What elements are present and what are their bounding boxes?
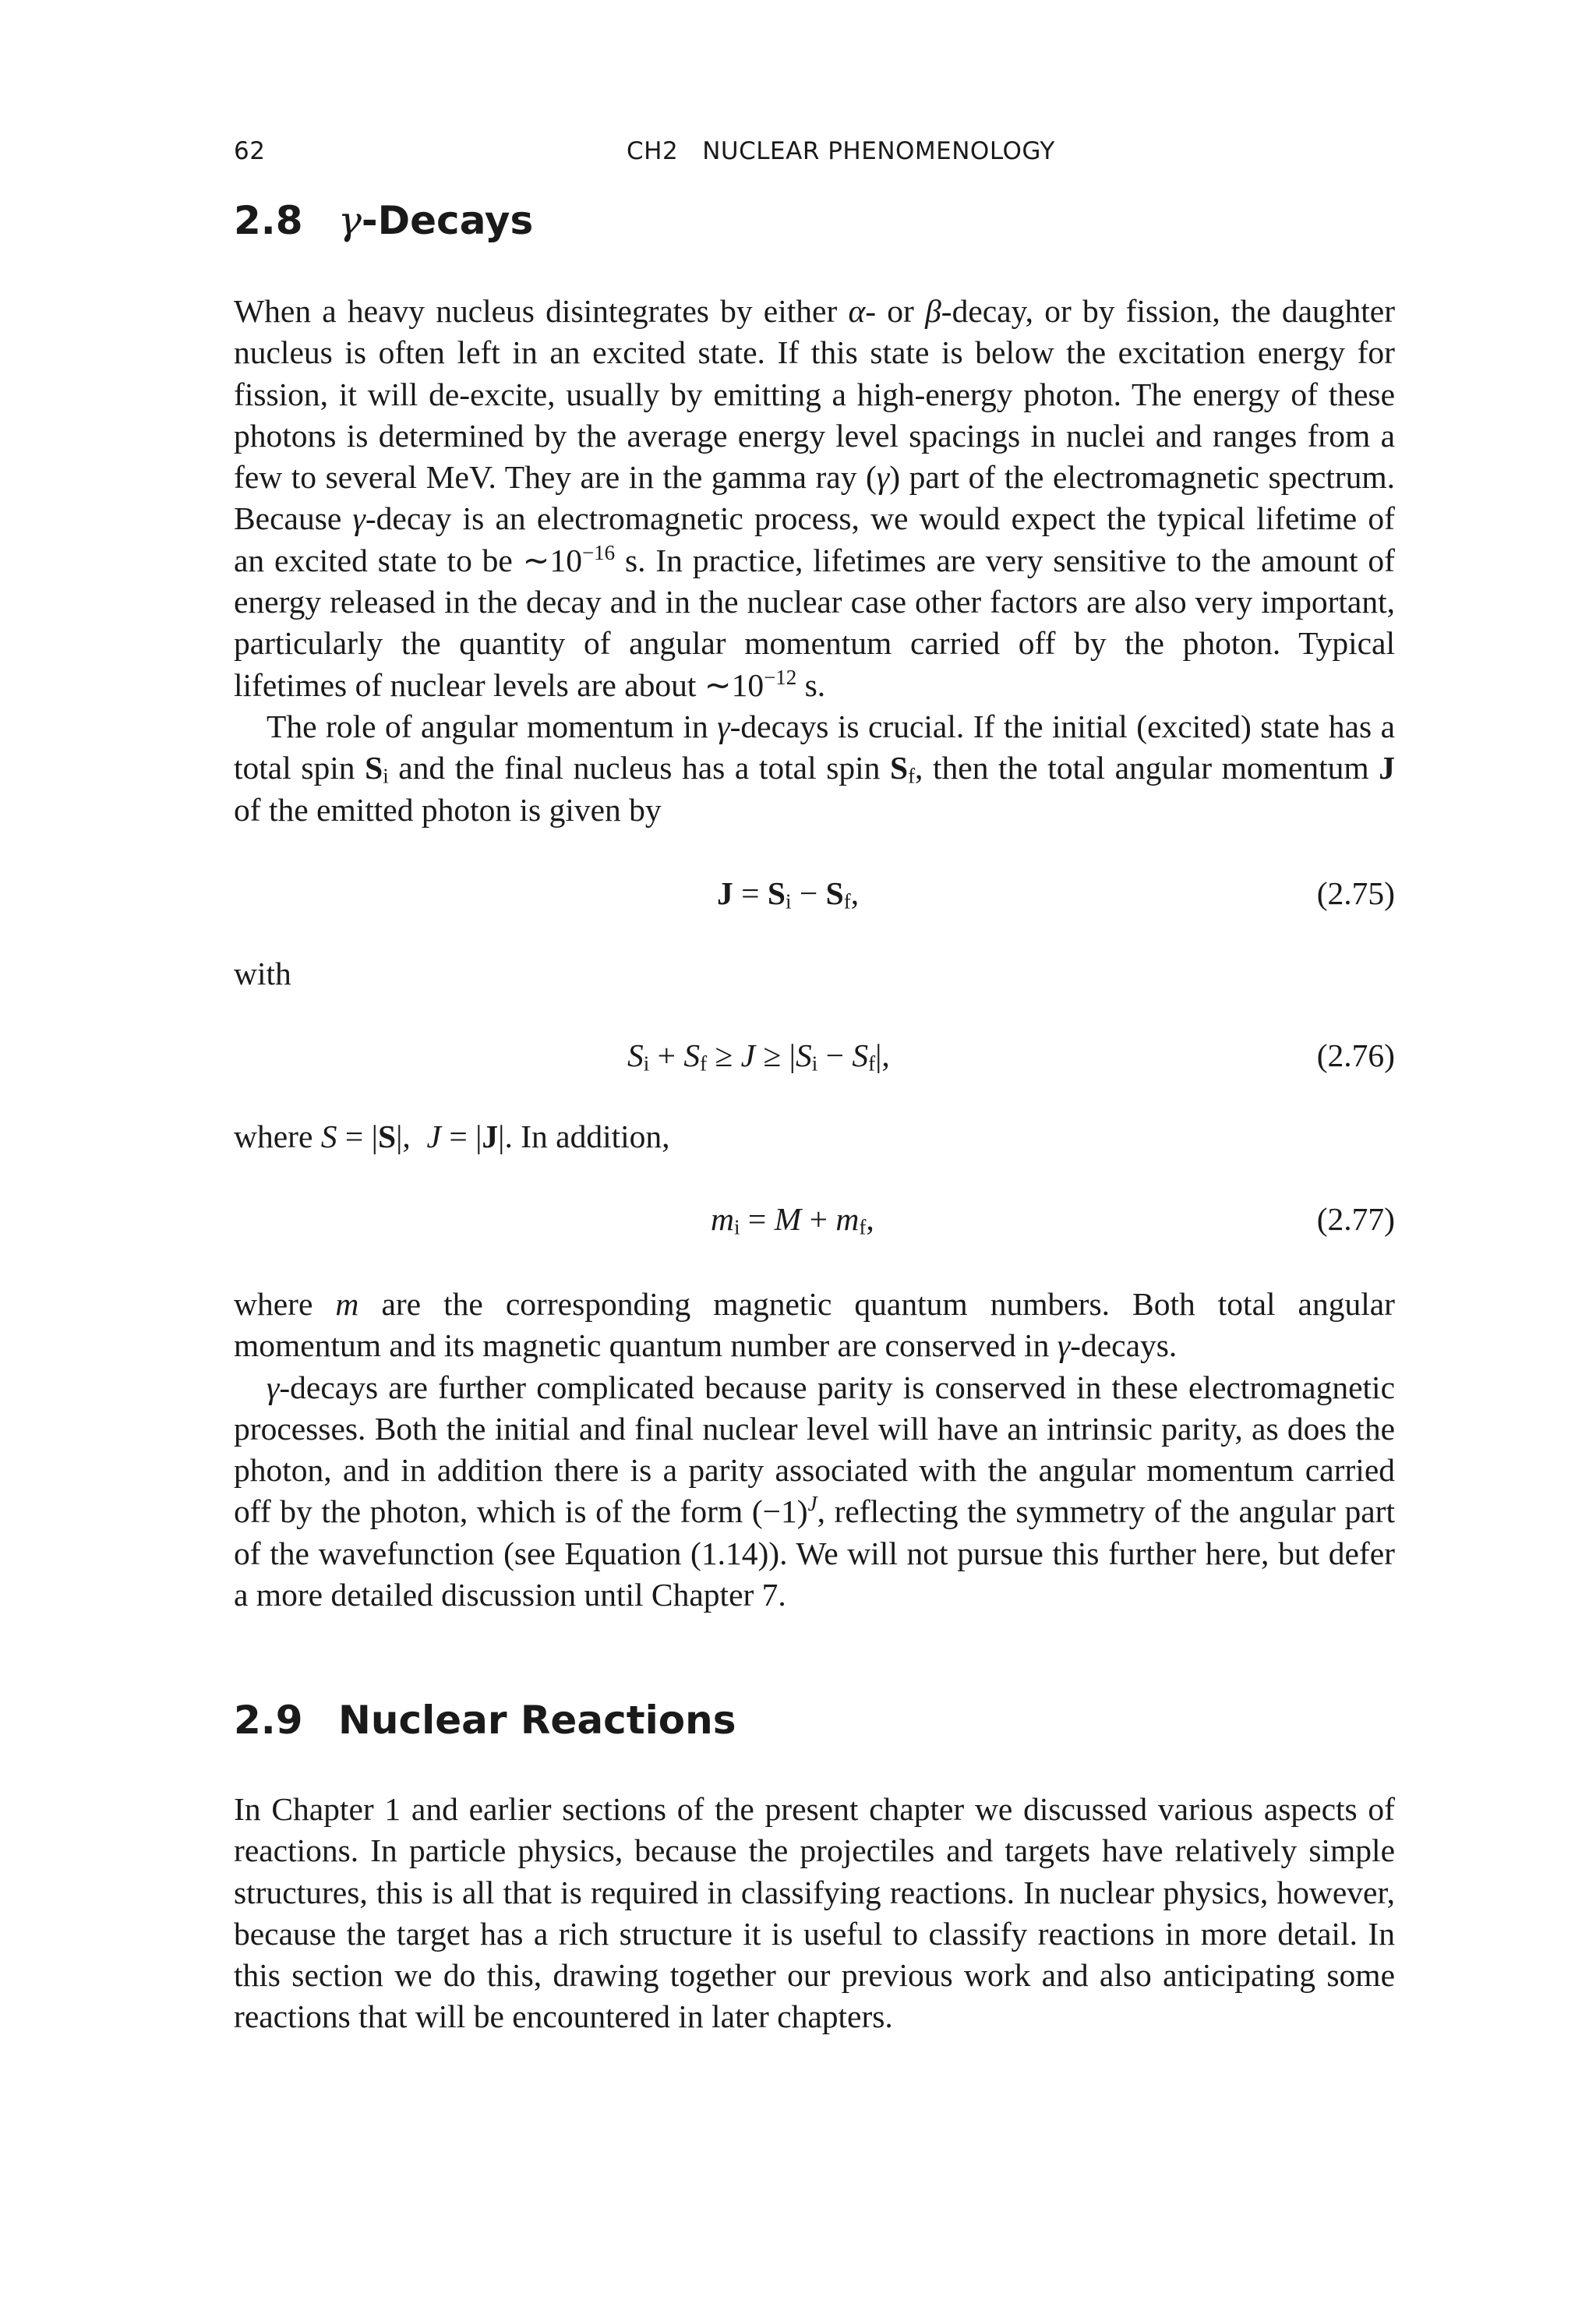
equation-number: (2.76) [1316,1037,1395,1073]
page-number: 62 [234,137,266,165]
equation-2-75 [234,875,1395,921]
chapter-title: CH2 NUCLEAR PHENOMENOLOGY [627,137,1055,165]
section-heading-2-9 [234,1698,736,1743]
equation-number: (2.77) [1316,1201,1395,1237]
with-text: with [234,956,291,991]
equation-2-77 [234,1200,1395,1247]
section-number: 2.8 [234,198,303,243]
equation-2-76 [234,1037,1395,1083]
where-line: where S = |S|, J = |J|. In addition, [234,1118,670,1154]
section-title: -Decays [361,198,534,243]
section-2-9-body [234,1789,1395,2038]
paragraph-gamma-decay-intro: When a heavy nucleus disintegrates by either α- or β-decay, or by fission, the daughter nucleus is often left in an excited state. If this state is below the excitation energy for fission, it will de-excite, usually by emitting a high-energy photon. The energy of these photons is determined by the average energy level spacings in nuclei and ranges from a few to several MeV. They are in the gamma ray (γ) part of the electromagnetic spectrum. Because γ-decay is an electromagnetic process, we would expect the typical lifetime of an excited state to be $\sim 10^{-16}$ s. In practice, lifetimes are very sensitive to the amount of energy released in the decay and in the nuclear case other factors are also very important, particularly the quantity of angular momentum carried off by the photon. Typical lifetimes of nuclear levels are about $\sim 10^{-12}$ s. [234,293,1396,703]
equation-expression: $m_i = M + m_f$, [711,1201,874,1239]
equation-number: (2.75) [1316,875,1395,911]
running-head [234,137,1395,171]
paragraph-angular-momentum: The role of angular momentum in γ-decays is crucial. If the initial (excited) state has a total spin $S_i$ and the final nucleus has a total spin $S_f$, then the total angular momentum J of the emitted photon is given by [234,708,1395,828]
gamma-symbol: γ [338,198,362,243]
section-title: Nuclear Reactions [338,1698,736,1743]
paragraph-reactions: In Chapter 1 and earlier sections of the present chapter we discussed various aspects of reactions. In particle physics, because the projectiles and targets have relatively simple structures, this is all that is required in classifying reactions. In nuclear physics, however, because the target has a rich structure it is useful to classify reactions in more detail. In this section we do this, drawing together our previous work and also anticipating some reactions that will be encountered in later chapters. [234,1791,1395,2035]
section-number: 2.9 [234,1698,303,1743]
section-heading-2-8 [234,198,533,243]
equation-expression: $J = S_i - S_f$, [717,875,860,913]
paragraph-magnetic-quantum: where m are the corresponding magnetic quantum numbers. Both total angular momentum and its magnetic quantum number are conserved in γ-decays. [234,1286,1395,1364]
equation-expression: $S_i + S_f \ge J \ge |S_i - S_f|$, [627,1037,890,1076]
paragraph-parity: γ-decays are further complicated because parity is conserved in these electromagnetic processes. Both the initial and final nuclear level will have an intrinsic parity, as does the photon, and in addition there is a parity associated with the angular momentum carried off by the photon, which is of the form $(-1)^J$, reflecting the symmetry of the angular part of the wavefunction (see Equation (1.14)). We will not pursue this further here, but defer a more detailed discussion until Chapter 7. [234,1369,1395,1613]
section-2-8-body-continued [234,1284,1395,1616]
section-2-8-body [234,291,1395,831]
